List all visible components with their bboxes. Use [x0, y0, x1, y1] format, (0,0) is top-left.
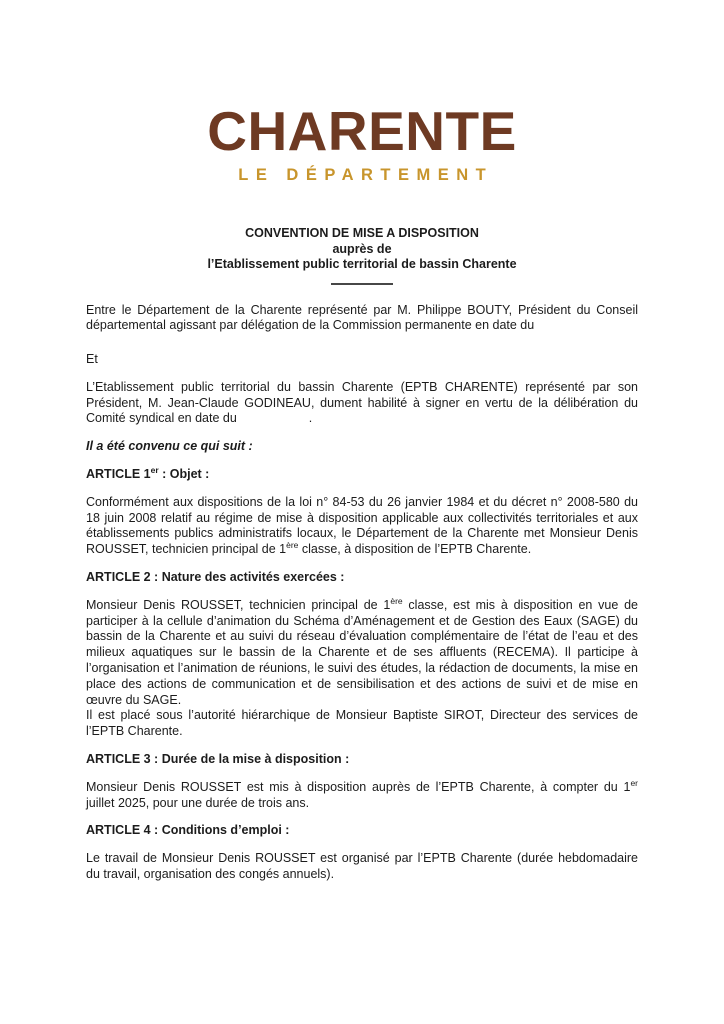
article3-body	[86, 777, 638, 812]
article3-body-superscript: er	[630, 777, 638, 788]
connector-et: Et	[86, 352, 98, 367]
article4-body: Le travail de Monsieur Denis ROUSSET est organisé par l’EPTB Charente (durée hebdomadaire du travail, organisation des congés annuels).	[86, 851, 638, 882]
article3-body-text: Monsieur Denis ROUSSET est mis à disposition auprès de l’EPTB Charente, à compter du 1	[86, 779, 631, 794]
article2-body-suffix: classe, est mis à disposition en vue de participer à la cellule d’animation du Schéma d’Aménagement et de Gestion des Eaux (SAGE) du bassin de la Charente et au suivi du réseau d’évaluation complémentaire de l’état de l’eau et des milieux aquatiques sur le bassin de la Charente et de ses affluents (RECEMA). Il participe à l’organisation et l’animation de réunions, le suivi des études, la rédaction de documents, la mise en place des actions de communication et de sensibilisation et des actions de suivi et de mise en œuvre du SAGE.	[86, 597, 638, 707]
article1-heading-text: ARTICLE 1	[86, 467, 151, 482]
title-line-1: CONVENTION DE MISE A DISPOSITION	[245, 226, 479, 240]
party2-paragraph	[86, 380, 638, 427]
article1-body-superscript: ère	[286, 540, 299, 551]
article2-heading: ARTICLE 2 : Nature des activités exercées :	[86, 570, 345, 585]
article1-heading-suffix: : Objet :	[158, 467, 210, 482]
party2-text: L’Etablissement public territorial du bassin Charente (EPTB CHARENTE) représenté par son Président, M. Jean-Claude GODINEAU, dument habilité à signer en vertu de la délibération du Comité syndical en date du	[86, 379, 638, 426]
article4-heading: ARTICLE 4 : Conditions d’emploi :	[86, 823, 290, 838]
article1-body	[86, 495, 638, 558]
party1-paragraph: Entre le Département de la Charente représenté par M. Philippe BOUTY, Président du Conseil départemental agissant par délégation de la Commission permanente en date du	[86, 302, 638, 333]
article1-heading-superscript: er	[150, 464, 159, 475]
party2-period: .	[308, 411, 313, 426]
logo-wordmark: CHARENTE	[207, 100, 517, 162]
article2-body-text: Monsieur Denis ROUSSET, technicien principal de 1	[86, 597, 391, 612]
title-divider-rule	[331, 283, 393, 285]
article3-body-suffix: juillet 2025, pour une durée de trois ans.	[86, 795, 310, 810]
article2-body	[86, 595, 638, 740]
logo-subtitle: LE DÉPARTEMENT	[238, 166, 494, 184]
title-line-3: l’Etablissement public territorial de bassin Charente	[207, 257, 517, 271]
charente-logo	[0, 0, 724, 184]
article2-body-line2: Il est placé sous l’autorité hiérarchique de Monsieur Baptiste SIROT, Directeur des services de l’EPTB Charente.	[86, 708, 638, 739]
article2-body-superscript: ère	[390, 595, 403, 606]
document-title-block	[0, 226, 724, 285]
document-body	[86, 303, 638, 883]
agreement-line: Il a été convenu ce qui suit :	[86, 439, 253, 454]
article1-body-text: Conformément aux dispositions de la loi n° 84-53 du 26 janvier 1984 et du décret n° 2008-580 du 18 juin 2008 relatif au régime de mise à disposition applicable aux collectivités territoriales et aux établissements publics administratifs locaux, le Département de la Charente met Monsieur Denis ROUSSET, technicien principal de 1	[86, 494, 638, 557]
article3-heading: ARTICLE 3 : Durée de la mise à disposition :	[86, 752, 350, 767]
title-line-2: auprès de	[332, 241, 392, 256]
article1-heading	[86, 464, 638, 483]
article1-body-suffix: classe, à disposition de l’EPTB Charente.	[298, 542, 532, 557]
